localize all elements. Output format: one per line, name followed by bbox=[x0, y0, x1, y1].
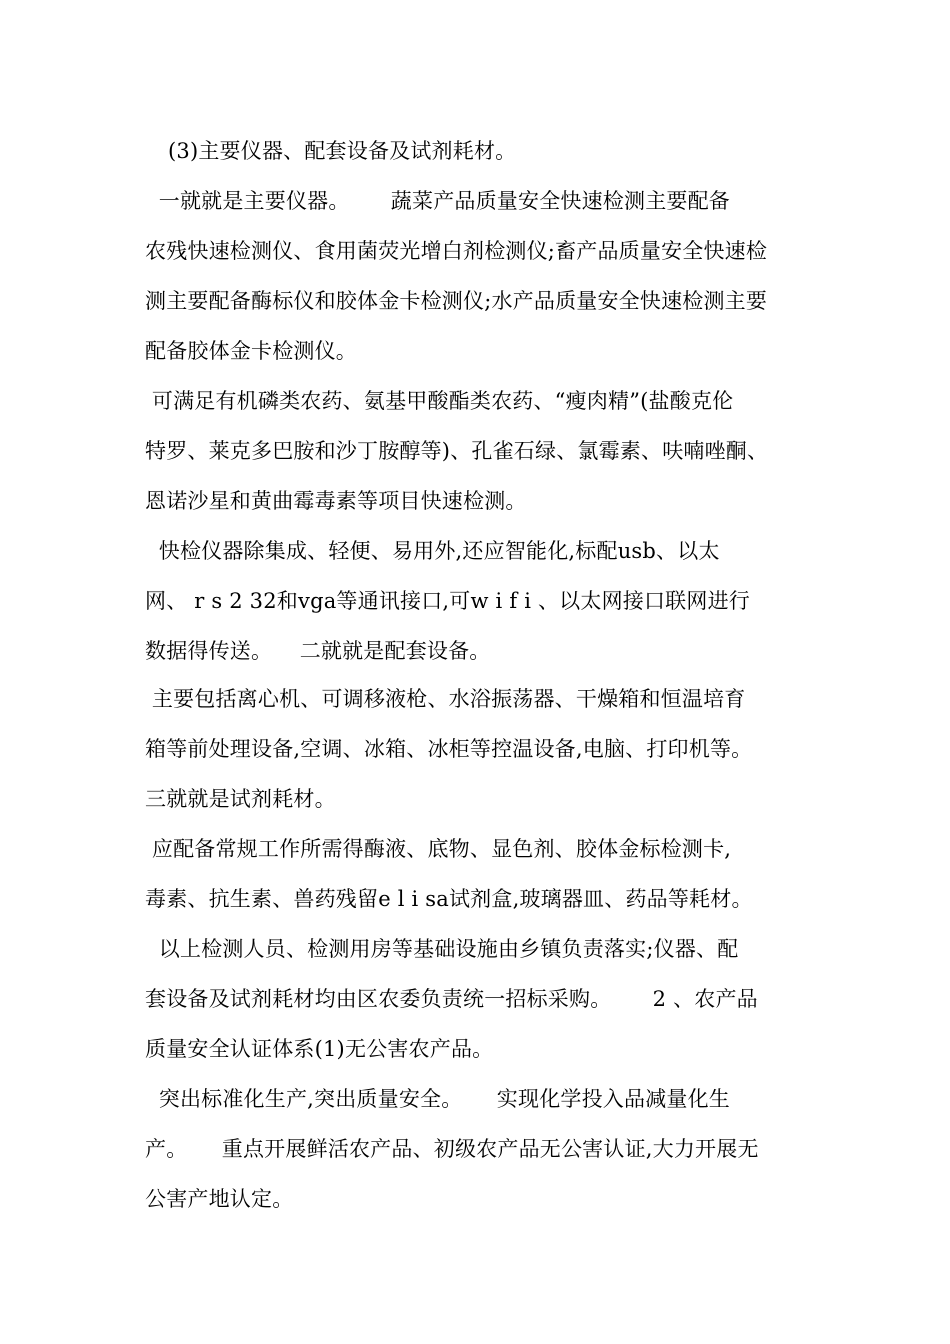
text-line-8: 恩诺沙星和黄曲霉毒素等项目快速检测。 bbox=[145, 489, 527, 513]
text-line-15: 应配备常规工作所需得酶液、底物、显色剂、胶体金标检测卡, bbox=[145, 837, 732, 861]
text-line-19: 质量安全认证体系(1)无公害农产品。 bbox=[145, 1037, 494, 1061]
text-line-18: 套设备及试剂耗材均由区农委负责统一招标采购。 2 、农产品 bbox=[145, 987, 758, 1011]
text-line-9: 快检仪器除集成、轻便、易用外,还应智能化,标配usb、以太 bbox=[145, 539, 720, 563]
text-line-10: 网、 r s 2 32和vga等通讯接口,可w i f i 、以太网接口联网进行 bbox=[145, 589, 750, 613]
text-line-12: 主要包括离心机、可调移液枪、水浴振荡器、干燥箱和恒温培育 bbox=[145, 687, 746, 711]
text-line-17: 以上检测人员、检测用房等基础设施由乡镇负责落实;仪器、配 bbox=[145, 937, 739, 961]
text-line-2: 一就就是主要仪器。 蔬菜产品质量安全快速检测主要配备 bbox=[145, 189, 730, 213]
text-line-22: 公害产地认定。 bbox=[145, 1187, 294, 1211]
text-line-14: 三就就是试剂耗材。 bbox=[145, 787, 336, 811]
text-line-5: 配备胶体金卡检测仪。 bbox=[145, 339, 357, 363]
text-line-4: 测主要配备酶标仪和胶体金卡检测仪;水产品质量安全快速检测主要 bbox=[145, 289, 768, 313]
text-line-11: 数据得传送。 二就就是配套设备。 bbox=[145, 639, 491, 663]
text-line-1: (3)主要仪器、配套设备及试剂耗材。 bbox=[168, 139, 517, 163]
text-line-6: 可满足有机磷类农药、氨基甲酸酯类农药、“瘦肉精”(盐酸克伦 bbox=[145, 389, 734, 413]
text-line-21: 产。 重点开展鲜活农产品、初级农产品无公害认证,大力开展无 bbox=[145, 1137, 759, 1161]
text-line-20: 突出标准化生产,突出质量安全。 实现化学投入品减量化生 bbox=[145, 1087, 730, 1111]
text-line-13: 箱等前处理设备,空调、冰箱、冰柜等控温设备,电脑、打印机等。 bbox=[145, 737, 753, 761]
text-line-7: 特罗、莱克多巴胺和沙丁胺醇等)、孔雀石绿、氯霉素、呋喃唑酮、 bbox=[145, 439, 769, 463]
text-line-3: 农残快速检测仪、食用菌荧光增白剂检测仪;畜产品质量安全快速检 bbox=[145, 239, 768, 263]
text-line-16: 毒素、抗生素、兽药残留e l i sa试剂盒,玻璃器皿、药品等耗材。 bbox=[145, 887, 753, 911]
